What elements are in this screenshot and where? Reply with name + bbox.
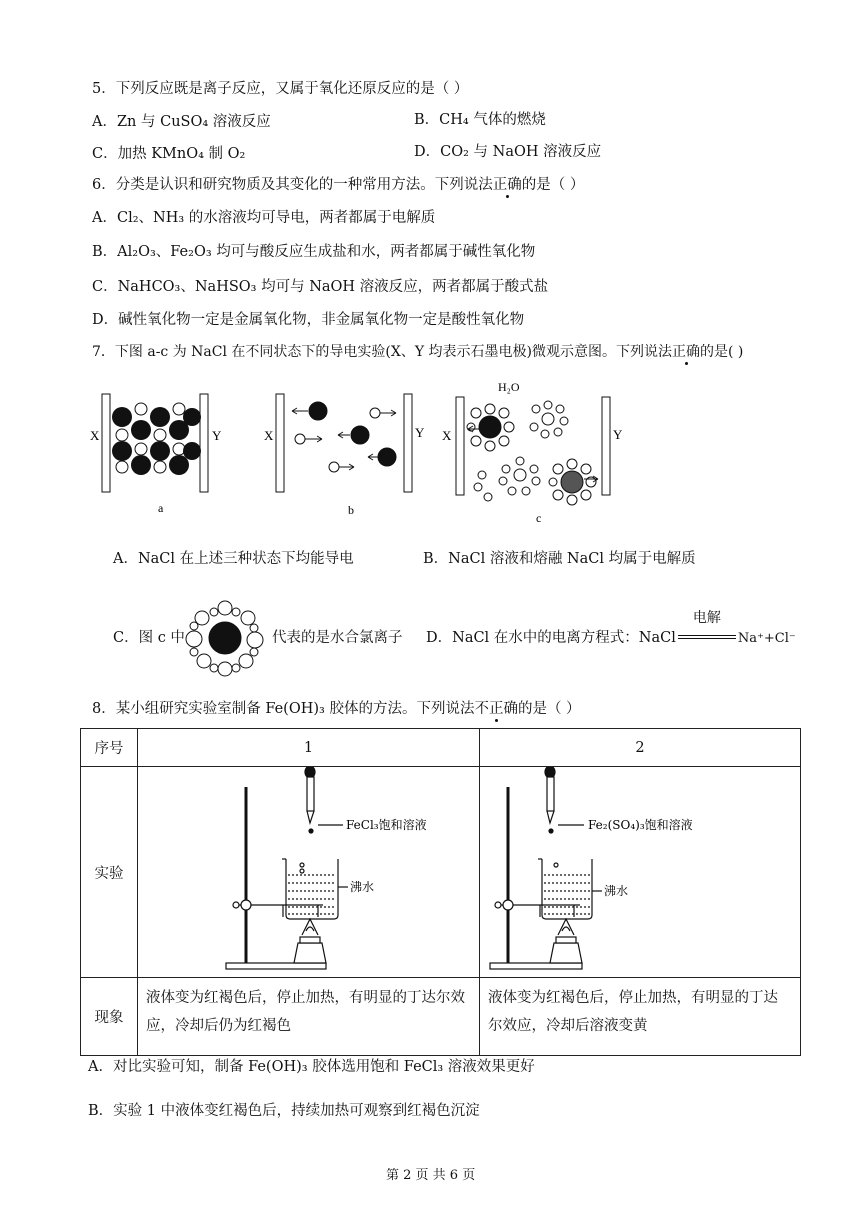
q6-stem-text: 6．分类是认识和研究物质及其变化的一种常用方法。下列说法 xyxy=(92,177,493,193)
q5-option-c: C．加热 KMnO₄ 制 O₂ xyxy=(92,146,246,162)
reaction-arrow xyxy=(676,610,738,647)
q8-option-b: B．实验 1 中液体变红褐色后，持续加热可观察到红褐色沉淀 xyxy=(88,1103,480,1119)
q8-stem-tail: 的是（ ） xyxy=(517,701,581,717)
q7-option-d xyxy=(426,610,796,648)
q8-stem-emphasis: 不正确 xyxy=(474,701,518,717)
table-row-experiment xyxy=(81,767,801,978)
q8-stem xyxy=(92,700,581,718)
fig-b-label-x: X xyxy=(264,428,274,443)
water-label-1: 沸水 xyxy=(350,880,375,894)
q5-stem: 5．下列反应既是离子反应，又属于氧化还原反应的是（ ） xyxy=(92,81,469,97)
apparatus-2 xyxy=(480,767,800,973)
q7-option-b: B．NaCl 溶液和熔融 NaCl 均属于电解质 xyxy=(423,551,696,567)
q6-option-c: C．NaHCO₃、NaHSO₃ 均可与 NaOH 溶液反应，两者都属于酸式盐 xyxy=(92,279,549,295)
header-exp-1: 1 xyxy=(138,729,480,767)
row-label-experiment: 实验 xyxy=(81,767,138,978)
reagent-label-2: Fe₂(SO₄)₃饱和溶液 xyxy=(588,818,693,832)
figure-b-molten-nacl xyxy=(262,385,432,520)
electrode-y xyxy=(602,397,610,495)
equals-sign xyxy=(678,635,736,639)
apparatus-2-cell xyxy=(480,767,801,978)
q6-stem-emphasis: 正确 xyxy=(492,177,522,193)
ion-lattice xyxy=(112,403,201,475)
q6-option-d: D．碱性氧化物一定是金属氧化物，非金属氧化物一定是酸性氧化物 xyxy=(92,312,525,328)
fig-b-label-y: Y xyxy=(415,425,425,440)
figure-c-nacl-solution xyxy=(440,375,630,530)
reagent-label-1: FeCl₃饱和溶液 xyxy=(346,818,427,832)
electrode-y xyxy=(200,394,208,492)
electrode-x xyxy=(276,394,284,492)
hydrated-ion-icon xyxy=(180,598,270,678)
fig-c-label-x: X xyxy=(442,428,452,443)
page-footer: 第 2 页 共 6 页 xyxy=(386,1168,476,1183)
table-row-observation xyxy=(81,978,801,1056)
q7-stem xyxy=(92,343,743,361)
fig-a-label-y: Y xyxy=(212,428,222,443)
water-label-2: 沸水 xyxy=(604,884,629,898)
q7-option-c-text: C．图 c 中 xyxy=(113,630,185,646)
q7-stem-text: 7．下图 a-c 为 NaCl 在不同状态下的导电实验(X、Y 均表示石墨电极)微观示意图。下列说法 xyxy=(92,344,672,360)
fig-c-caption: c xyxy=(536,511,542,525)
q7-option-d-text: D．NaCl 在水中的电离方程式：NaCl xyxy=(426,630,676,646)
q5-option-a: A．Zn 与 CuSO₄ 溶液反应 xyxy=(92,114,271,130)
apparatus-1-cell xyxy=(138,767,480,978)
observation-1: 液体变为红褐色后，停止加热，有明显的丁达尔效应，冷却后仍为红褐色 xyxy=(138,978,480,1056)
fig-b-caption: b xyxy=(348,503,354,517)
apparatus-1 xyxy=(138,767,478,973)
q6-option-a: A．Cl₂、NH₃ 的水溶液均可导电，两者都属于电解质 xyxy=(92,210,436,226)
q7-option-a: A．NaCl 在上述三种状态下均能导电 xyxy=(113,551,354,567)
q6-stem xyxy=(92,176,584,194)
q6-stem-tail: 的是（ ） xyxy=(521,177,585,193)
fig-c-label-y: Y xyxy=(613,427,623,442)
electrode-x xyxy=(456,397,464,495)
fig-c-water-label: H₂O xyxy=(498,380,520,394)
hydrated-ions xyxy=(467,401,598,505)
q8-option-a: A．对比实验可知，制备 Fe(OH)₃ 胶体选用饱和 FeCl₃ 溶液效果更好 xyxy=(88,1059,535,1075)
q7-option-c-tail: 代表的是水合氯离子 xyxy=(272,630,403,646)
q6-option-b: B．Al₂O₃、Fe₂O₃ 均可与酸反应生成盐和水，两者都属于碱性氧化物 xyxy=(92,244,536,260)
header-seq: 序号 xyxy=(81,729,138,767)
q5-option-d: D．CO₂ 与 NaOH 溶液反应 xyxy=(414,144,602,160)
q7-stem-tail: 的是( ) xyxy=(700,344,744,360)
header-exp-2: 2 xyxy=(480,729,801,767)
experiment-table xyxy=(80,728,801,1056)
fig-a-caption: a xyxy=(158,501,164,515)
electrode-x xyxy=(102,394,110,492)
q7-stem-emphasis: 正确 xyxy=(672,344,700,360)
fig-a-label-x: X xyxy=(90,428,100,443)
q8-stem-text: 8．某小组研究实验室制备 Fe(OH)₃ 胶体的方法。下列说法 xyxy=(92,701,475,717)
reaction-condition: 电解 xyxy=(692,610,721,626)
figure-a-solid-nacl xyxy=(88,385,228,520)
q5-option-b: B．CH₄ 气体的燃烧 xyxy=(414,112,546,128)
observation-2: 液体变为红褐色后，停止加热，有明显的丁达尔效应，冷却后溶液变黄 xyxy=(480,978,801,1056)
electrode-y xyxy=(404,394,412,492)
q7-option-d-product: Na⁺+Cl⁻ xyxy=(737,631,796,646)
row-label-observation: 现象 xyxy=(81,978,138,1056)
moving-ions xyxy=(292,402,396,472)
table-header-row xyxy=(81,729,801,767)
